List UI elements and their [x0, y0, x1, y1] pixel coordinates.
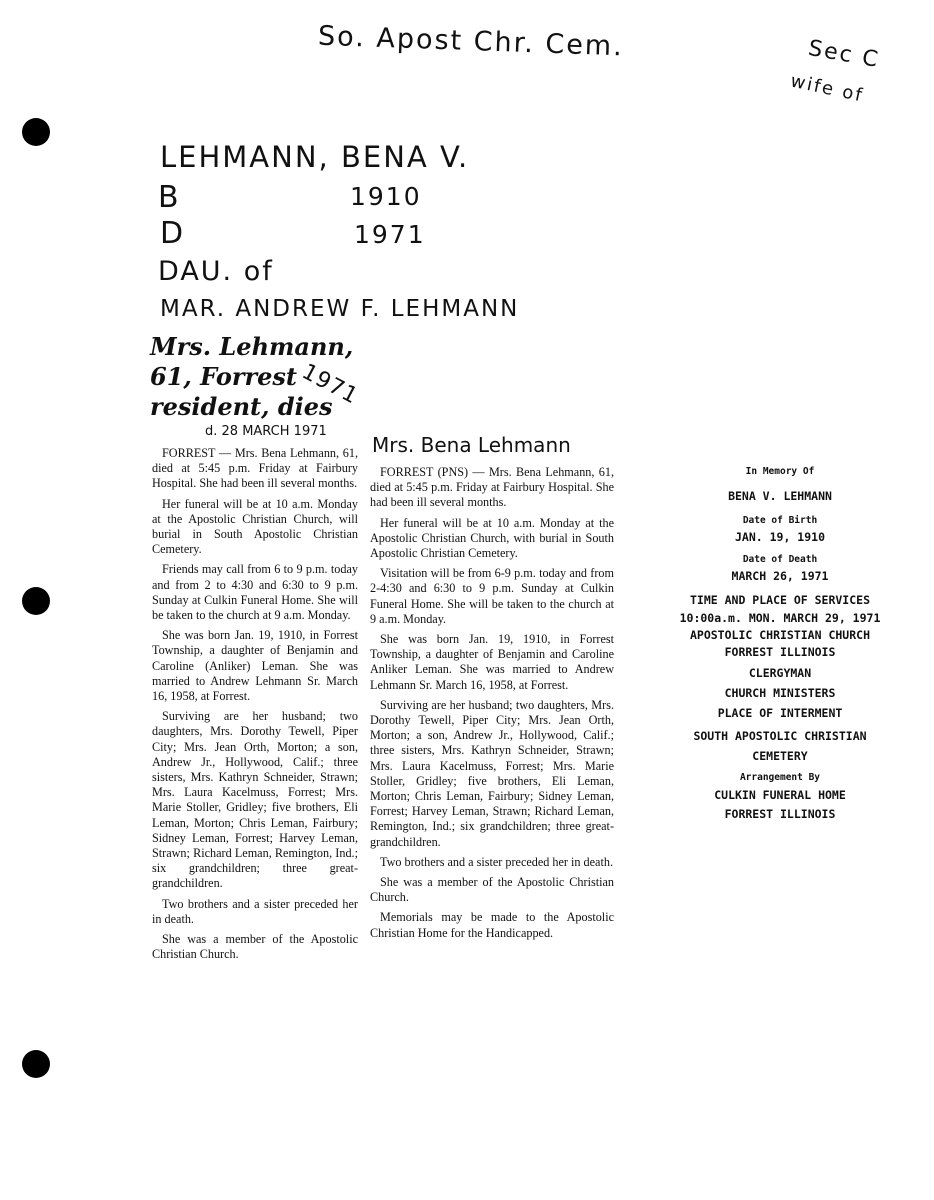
punch-hole-middle [22, 587, 50, 615]
died-year: 1971 [354, 220, 426, 249]
clergyman-value: CHURCH MINISTERS [724, 686, 836, 700]
clipping2-paragraph: Surviving are her husband; two daughters, Mrs. Dorothy Tewell, Piper City; Mrs. Jean Orth, Morton; a son, Andrew Jr., Hollywood, Calif.; three sisters, Mrs. Kathryn Schneider, Strawn; Mrs. Laura Kacelmuss, Forrest; Mrs. Marie Stoller, Gridley; five brothers, Eli Leman, Morton; Chris Leman, Fairbury; Sidney Leman, Forrest; Harvey Leman, Strawn; Richard Leman, Remington, Ind.; six grandchildren; three great-grandchildren. [370, 697, 614, 849]
memorial-card [640, 466, 920, 822]
church-name: APOSTOLIC CHRISTIAN CHURCH [689, 628, 870, 642]
section-note: Sec C [806, 35, 882, 74]
interment-line-1: SOUTH APOSTOLIC CHRISTIAN [693, 729, 867, 743]
clipping2-headline: Mrs. Bena Lehmann [372, 433, 571, 457]
clipping1-paragraph: Her funeral will be at 10 a.m. Monday at the Apostolic Christian Church, will burial in South Apostolic Christian Cemetery. [152, 496, 358, 557]
born-year: 1910 [350, 182, 422, 211]
church-location: FORREST ILLINOIS [724, 645, 836, 659]
clipping2-body [370, 465, 614, 946]
services-time: 10:00a.m. MON. MARCH 29, 1971 [679, 611, 881, 625]
funeral-home: CULKIN FUNERAL HOME [714, 788, 846, 802]
death-date-note: d. 28 MARCH 1971 [205, 424, 327, 439]
clipping1-paragraph: She was born Jan. 19, 1910, in Forrest Township, a daughter of Benjamin and Caroline (Anliker) Leman. She was married to Andrew Lehmann Sr. March 16, 1958, at Forrest. [152, 628, 358, 704]
clipping2-paragraph: Visitation will be from 6-9 p.m. today and from 2-4:30 and 6:30 to 9 p.m. Sunday at Culkin Funeral Home. She will be taken to the church at 9 a.m. Monday. [370, 566, 614, 626]
cemetery-note: So. Apost Chr. Cem. [317, 20, 625, 63]
headline-line-2: 61, Forrest [150, 362, 297, 391]
services-label: TIME AND PLACE OF SERVICES [689, 593, 870, 607]
name-note: LEHMANN, BENA V. [160, 140, 470, 174]
in-memory-of: In Memory Of [745, 466, 815, 477]
clipping2-paragraph: FORREST (PNS) — Mrs. Bena Lehmann, 61, died at 5:45 p.m. Friday at Fairbury Hospital. She had been ill several months. [370, 465, 614, 510]
clipping1-paragraph: FORREST — Mrs. Bena Lehmann, 61, died at 5:45 p.m. Friday at Fairbury Hospital. She had been ill several months. [152, 446, 358, 491]
clipping2-paragraph: Memorials may be made to the Apostolic Christian Home for the Handicapped. [370, 910, 614, 940]
clipping2-paragraph: Her funeral will be at 10 a.m. Monday at the Apostolic Christian Church, with burial in South Apostolic Christian Cemetery. [370, 515, 614, 561]
clipping1-paragraph: Friends may call from 6 to 9 p.m. today and from 2 to 4:30 and 6:30 to 9 p.m. Sunday at Culkin Funeral Home. She will be taken to the church at 9 a.m. Monday. [152, 562, 358, 623]
clipping2-paragraph: She was born Jan. 19, 1910, in Forrest Township, a daughter of Benjamin and Caroline Anliker Leman. She was married to Andrew Lehmann Sr. March 16, 1958, at Forrest. [370, 632, 614, 692]
clipping1-headline [150, 332, 380, 422]
interment-label: PLACE OF INTERMENT [717, 706, 843, 720]
headline-line-3: resident, dies [150, 392, 333, 421]
wife-of-note: wife of [788, 70, 866, 107]
punch-hole-bottom [22, 1050, 50, 1078]
arrangement-label: Arrangement By [739, 772, 821, 783]
punch-hole-top [22, 118, 50, 146]
year-scrawl: 1971 [297, 359, 363, 410]
funeral-home-location: FORREST ILLINOIS [724, 807, 836, 821]
headline-line-1: Mrs. Lehmann, [150, 332, 354, 361]
dod-value: MARCH 26, 1971 [731, 569, 829, 583]
interment-line-2: CEMETERY [752, 749, 808, 763]
dob-label: Date of Birth [742, 515, 818, 526]
dau-of-note: DAU. of [158, 256, 274, 287]
clipping1-paragraph: Surviving are her husband; two daughters, Mrs. Dorothy Tewell, Piper City; Mrs. Jean Orth, Morton; a son, Andrew Jr., Hollywood, Calif.; three sisters, Mrs. Kathryn Schneider, Strawn; Mrs. Laura Kacelmuss, Forrest; Mrs. Marie Stoller, Gridley; five brothers, Eli Leman, Morton; Chris Leman, Fairbury; Sidney Leman, Forrest; Harvey Leman, Strawn; Richard Leman, Remington, Ind.; six grandchildren; three great-grandchildren. [152, 709, 358, 891]
clipping2-paragraph: Two brothers and a sister preceded her in death. [380, 854, 613, 869]
deceased-name: BENA V. LEHMANN [728, 489, 832, 503]
clipping1-paragraph: Two brothers and a sister preceded her in death. [152, 896, 358, 926]
dob-value: JAN. 19, 1910 [734, 530, 825, 544]
clipping1-body [152, 446, 358, 968]
clergyman-label: CLERGYMAN [748, 666, 812, 680]
parent-note: MAR. ANDREW F. LEHMANN [160, 296, 520, 322]
died-label: D [160, 216, 186, 251]
clipping2-paragraph: She was a member of the Apostolic Christian Church. [370, 875, 614, 905]
dod-label: Date of Death [742, 554, 818, 565]
born-label: B [158, 180, 181, 215]
clipping1-paragraph: She was a member of the Apostolic Christian Church. [152, 932, 358, 962]
